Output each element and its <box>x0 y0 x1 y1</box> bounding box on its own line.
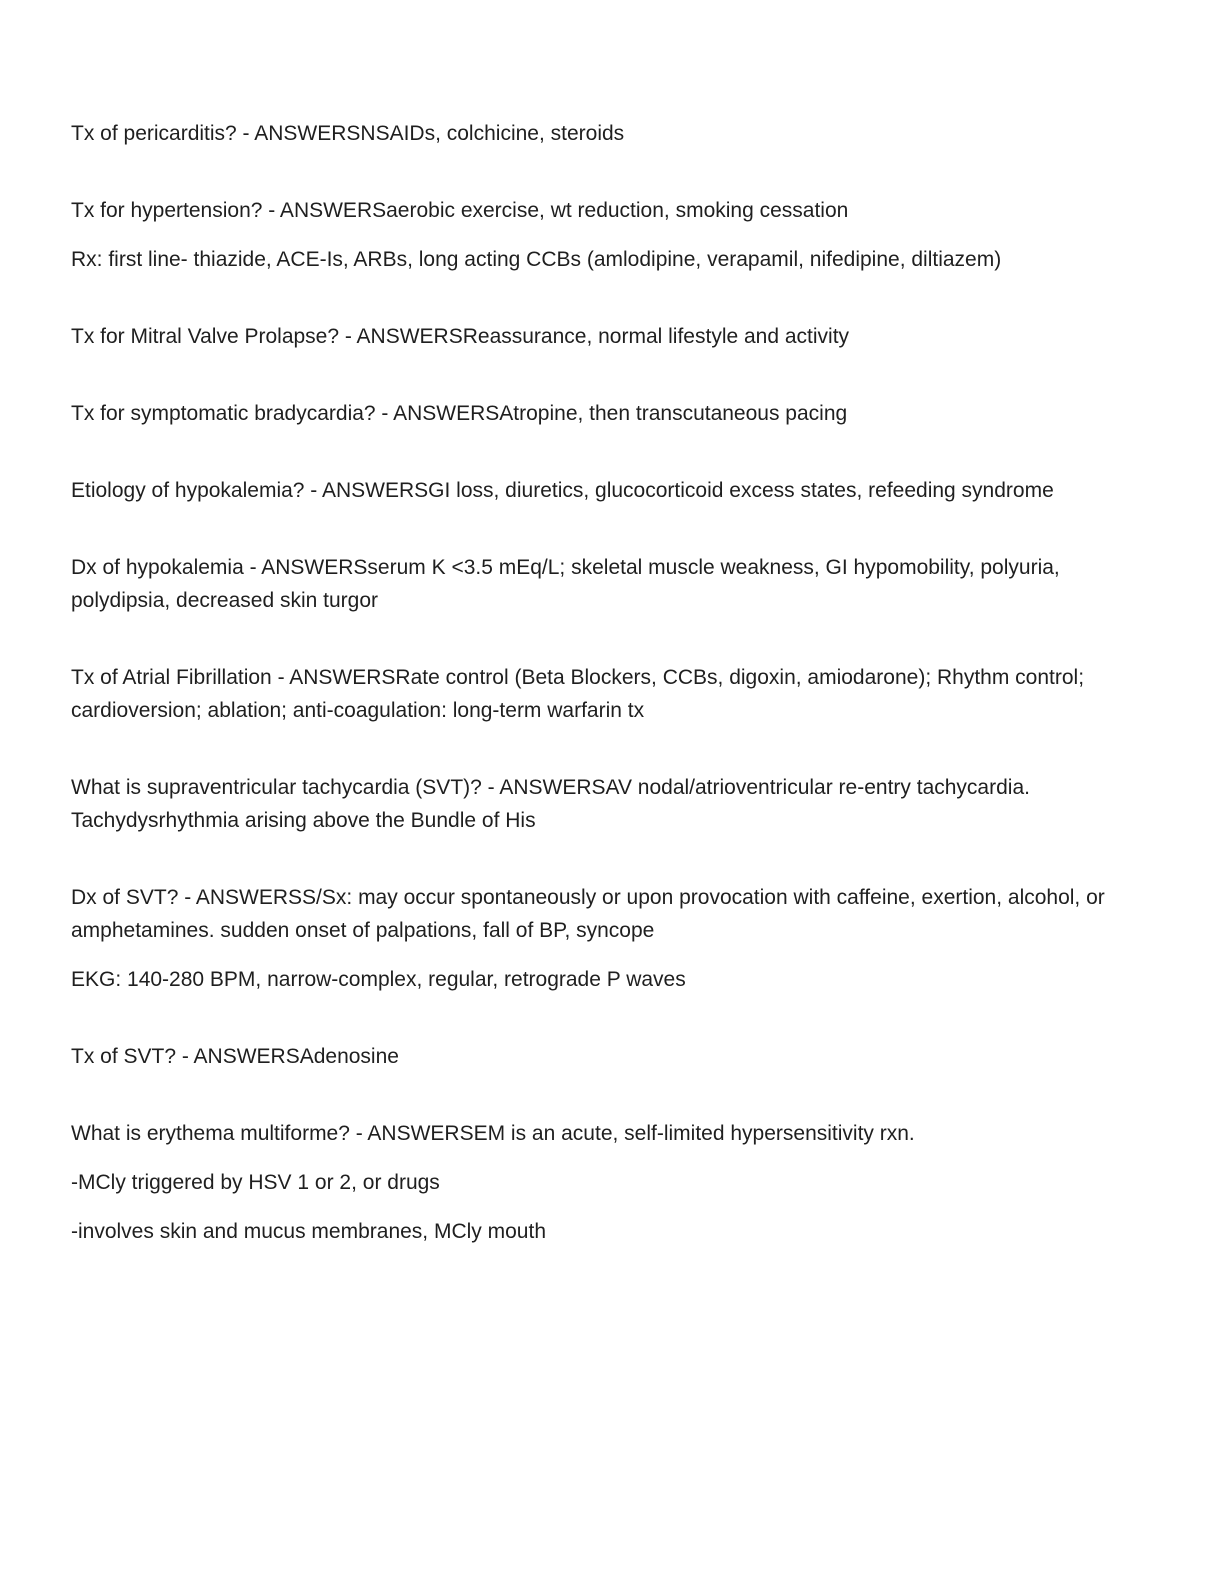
paragraph <box>71 963 1164 996</box>
qa-entry <box>71 551 1164 617</box>
qa-entry <box>71 194 1164 276</box>
qa-entry <box>71 397 1164 430</box>
text-line: What is supraventricular tachycardia (SVT)? - ANSWERSAV nodal/atrioventricular re-entry tachycardia. <box>71 776 1030 799</box>
paragraph <box>71 771 1164 837</box>
paragraph <box>71 194 1164 227</box>
paragraph <box>71 881 1164 947</box>
paragraph <box>71 1215 1164 1248</box>
qa-entry <box>71 1040 1164 1073</box>
text-line: -MCly triggered by HSV 1 or 2, or drugs <box>71 1171 440 1194</box>
text-line: Tx for symptomatic bradycardia? - ANSWERSAtropine, then transcutaneous pacing <box>71 402 848 425</box>
text-line: What is erythema multiforme? - ANSWERSEM is an acute, self-limited hypersensitivity rxn. <box>71 1122 915 1145</box>
text-line: -involves skin and mucus membranes, MCly mouth <box>71 1220 547 1243</box>
qa-entry <box>71 661 1164 727</box>
paragraph <box>71 1166 1164 1199</box>
paragraph <box>71 397 1164 430</box>
paragraph <box>71 320 1164 353</box>
qa-entry <box>71 320 1164 353</box>
paragraph <box>71 1117 1164 1150</box>
paragraph <box>71 474 1164 507</box>
paragraph <box>71 243 1164 276</box>
text-line: Rx: first line- thiazide, ACE-Is, ARBs, long acting CCBs (amlodipine, verapamil, nifedipine, diltiazem) <box>71 248 1002 271</box>
qa-entry <box>71 117 1164 150</box>
qa-entry <box>71 474 1164 507</box>
text-line: Tx of pericarditis? - ANSWERSNSAIDs, colchicine, steroids <box>71 122 625 145</box>
qa-entry <box>71 881 1164 996</box>
text-line: Tx of Atrial Fibrillation - ANSWERSRate control (Beta Blockers, CCBs, digoxin, amiodarone); Rhythm control; <box>71 666 1085 689</box>
text-line: Tx for Mitral Valve Prolapse? - ANSWERSReassurance, normal lifestyle and activity <box>71 325 850 348</box>
text-line: Dx of hypokalemia - ANSWERSserum K <3.5 mEq/L; skeletal muscle weakness, GI hypomobility, polyuria, <box>71 556 1060 579</box>
qa-entry <box>71 771 1164 837</box>
text-line: Etiology of hypokalemia? - ANSWERSGI loss, diuretics, glucocorticoid excess states, refeeding syndrome <box>71 479 1054 502</box>
text-line: amphetamines. sudden onset of palpations, fall of BP, syncope <box>71 919 655 942</box>
paragraph <box>71 117 1164 150</box>
text-line: EKG: 140-280 BPM, narrow-complex, regular, retrograde P waves <box>71 968 686 991</box>
text-line: Tachydysrhythmia arising above the Bundle of His <box>71 809 536 832</box>
text-line: cardioversion; ablation; anti-coagulation: long-term warfarin tx <box>71 699 645 722</box>
paragraph <box>71 1040 1164 1073</box>
paragraph <box>71 661 1164 727</box>
paragraph <box>71 551 1164 617</box>
text-line: Dx of SVT? - ANSWERSS/Sx: may occur spontaneously or upon provocation with caffeine, exertion, alcohol, or <box>71 886 1105 909</box>
text-line: polydipsia, decreased skin turgor <box>71 589 379 612</box>
text-line: Tx for hypertension? - ANSWERSaerobic exercise, wt reduction, smoking cessation <box>71 199 849 222</box>
qa-entry <box>71 1117 1164 1248</box>
text-line: Tx of SVT? - ANSWERSAdenosine <box>71 1045 399 1068</box>
